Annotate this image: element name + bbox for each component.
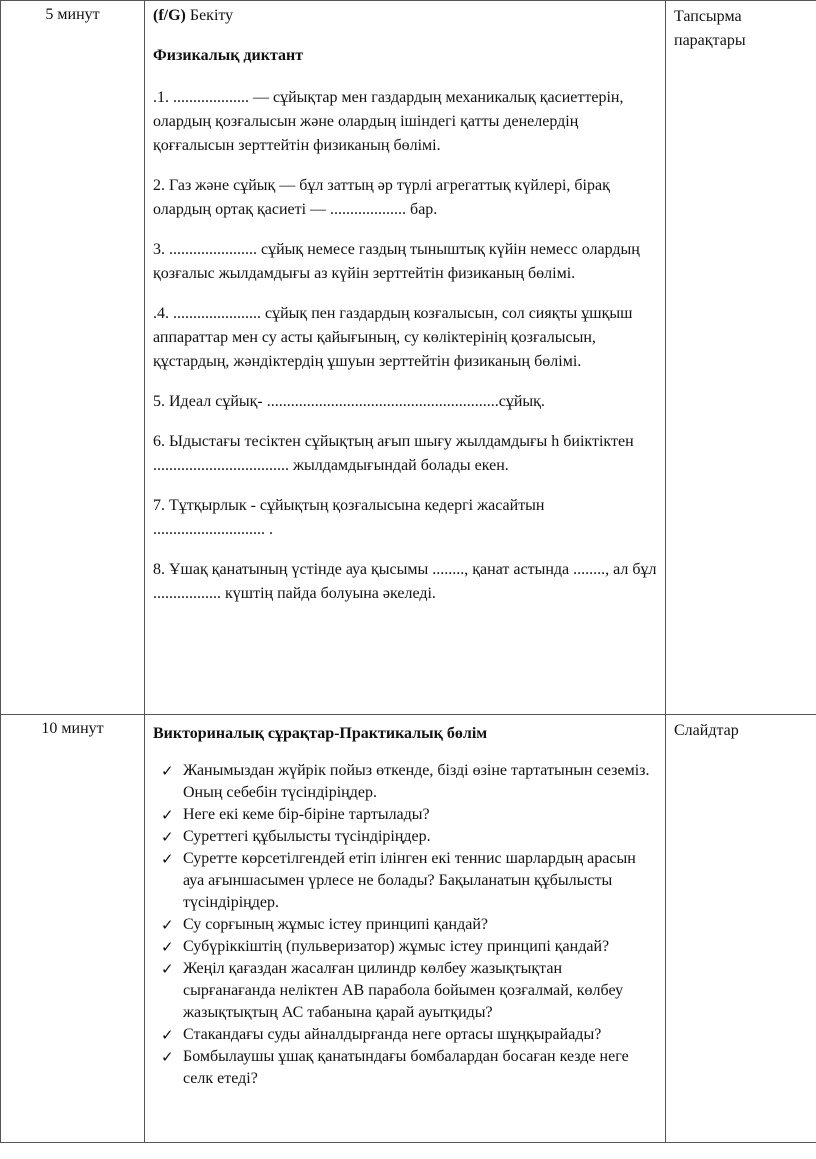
time-cell: 10 минут (1, 715, 145, 1143)
checkmark-icon: ✓ (161, 762, 174, 780)
checkmark-icon: ✓ (161, 850, 174, 868)
dictation-item: .4. ...................... сұйық пен газдардың козғалысын, сол сияқты ұшқыш аппараттар мен су асты қайығының, су көліктерінің қозғалысын, құстардың, жәндіктердің ұшуын зерттейтін физиканың бөлімі. (153, 305, 633, 370)
resources-cell: Тапсырма парақтары (666, 1, 816, 715)
checkmark-icon: ✓ (161, 916, 174, 934)
dictation-item: 5. Идеал сұйық- ..........................................................сұйық. (153, 393, 545, 410)
section-heading (153, 4, 657, 28)
content-cell (145, 715, 666, 1143)
list-item: ✓ Су сорғының жұмыс істеу принципі қандай? (161, 916, 488, 934)
dictation-item: 6. Ыдыстағы тесіктен сұйықтың ағып шығу жылдамдығы h биіктіктен .................................. жылдамдығындай болады екен. (153, 433, 634, 474)
heading-text: Бекіту (185, 7, 234, 24)
dictation-item: .1. ................... — сұйықтар мен газдардың механикалық қасиеттерін, олардың қозғалысын және олардың ішіндегі қатты денелердің қоғғалысын зерттейтін физиканың бөлімі. (153, 89, 624, 154)
dictation-item: 3. ...................... сұйық немесе газдың тыныштық күйін немесс олардың қозғалыс жылдамдығы аз күйін зерттейтін физиканың бөлімі. (153, 241, 640, 282)
checkmark-icon: ✓ (161, 806, 174, 824)
list-item: ✓ Суреттегі құбылысты түсіндіріңдер. (161, 828, 431, 846)
list-item: ✓ Жанымыздан жүйрік пойыз өткенде, бізді өзіне тартатынын сеземіз. Оның себебін түсіндіріңдер. (161, 762, 650, 801)
dictation-item: 2. Газ және сұйық — бұл заттың әр түрлі агрегаттық күйлері, бірақ олардың ортақ қасиеті — ................... бар. (153, 177, 610, 218)
list-item: ✓ Стакандағы суды айналдырғанда неге ортасы шұңқырайады? (161, 1026, 602, 1044)
list-item: ✓ Субүріккіштің (пульверизатор) жұмыс істеу принципі қандай? (161, 938, 610, 956)
dictation-item: 8. Ұшақ қанатының үстінде ауа қысымы ........, қанат астында ........, ал бұл ................. күштің пайда болуына әкеледі. (153, 561, 657, 602)
content-cell (145, 1, 666, 715)
checkmark-icon: ✓ (161, 1026, 174, 1044)
list-item: ✓ Жеңіл қағаздан жасалған цилиндр көлбеу жазықтықтан сырғанағанда неліктен АВ парабола бойымен қозғалмай, көлбеу жазықтықтың АС табанына қарай ауытқиды? (161, 960, 624, 1021)
checkmark-icon: ✓ (161, 960, 174, 978)
question-list (153, 760, 657, 1090)
dictation-title: Физикалық диктант (153, 47, 304, 64)
time-cell: 5 минут (1, 1, 145, 715)
table-row (1, 1, 816, 715)
dictation-item: 7. Тұтқырлык - сұйықтың қозғалысына кедергі жасайтын ............................ . (153, 497, 545, 538)
checkmark-icon: ✓ (161, 828, 174, 846)
list-item: ✓ Неге екі кеме бір-біріне тартылады? (161, 806, 430, 824)
list-item: ✓ Суретте көрсетілгендей етіп ілінген екі теннис шарлардың арасын ауа ағыншасымен үрлесе не болады? Бақыланатын құбылысты түсіндіріңдер. (161, 850, 636, 911)
table-row (1, 715, 816, 1143)
resources-cell: Слайдтар (666, 715, 816, 1143)
quiz-heading: Викториналық сұрақтар-Практикалық бөлім (153, 725, 488, 742)
checkmark-icon: ✓ (161, 938, 174, 956)
list-item: ✓ Бомбылаушы ұшақ қанатындағы бомбалардан босаған кезде неге селк етеді? (161, 1048, 629, 1087)
checkmark-icon: ✓ (161, 1048, 174, 1066)
heading-code: (f/G) (153, 7, 186, 24)
